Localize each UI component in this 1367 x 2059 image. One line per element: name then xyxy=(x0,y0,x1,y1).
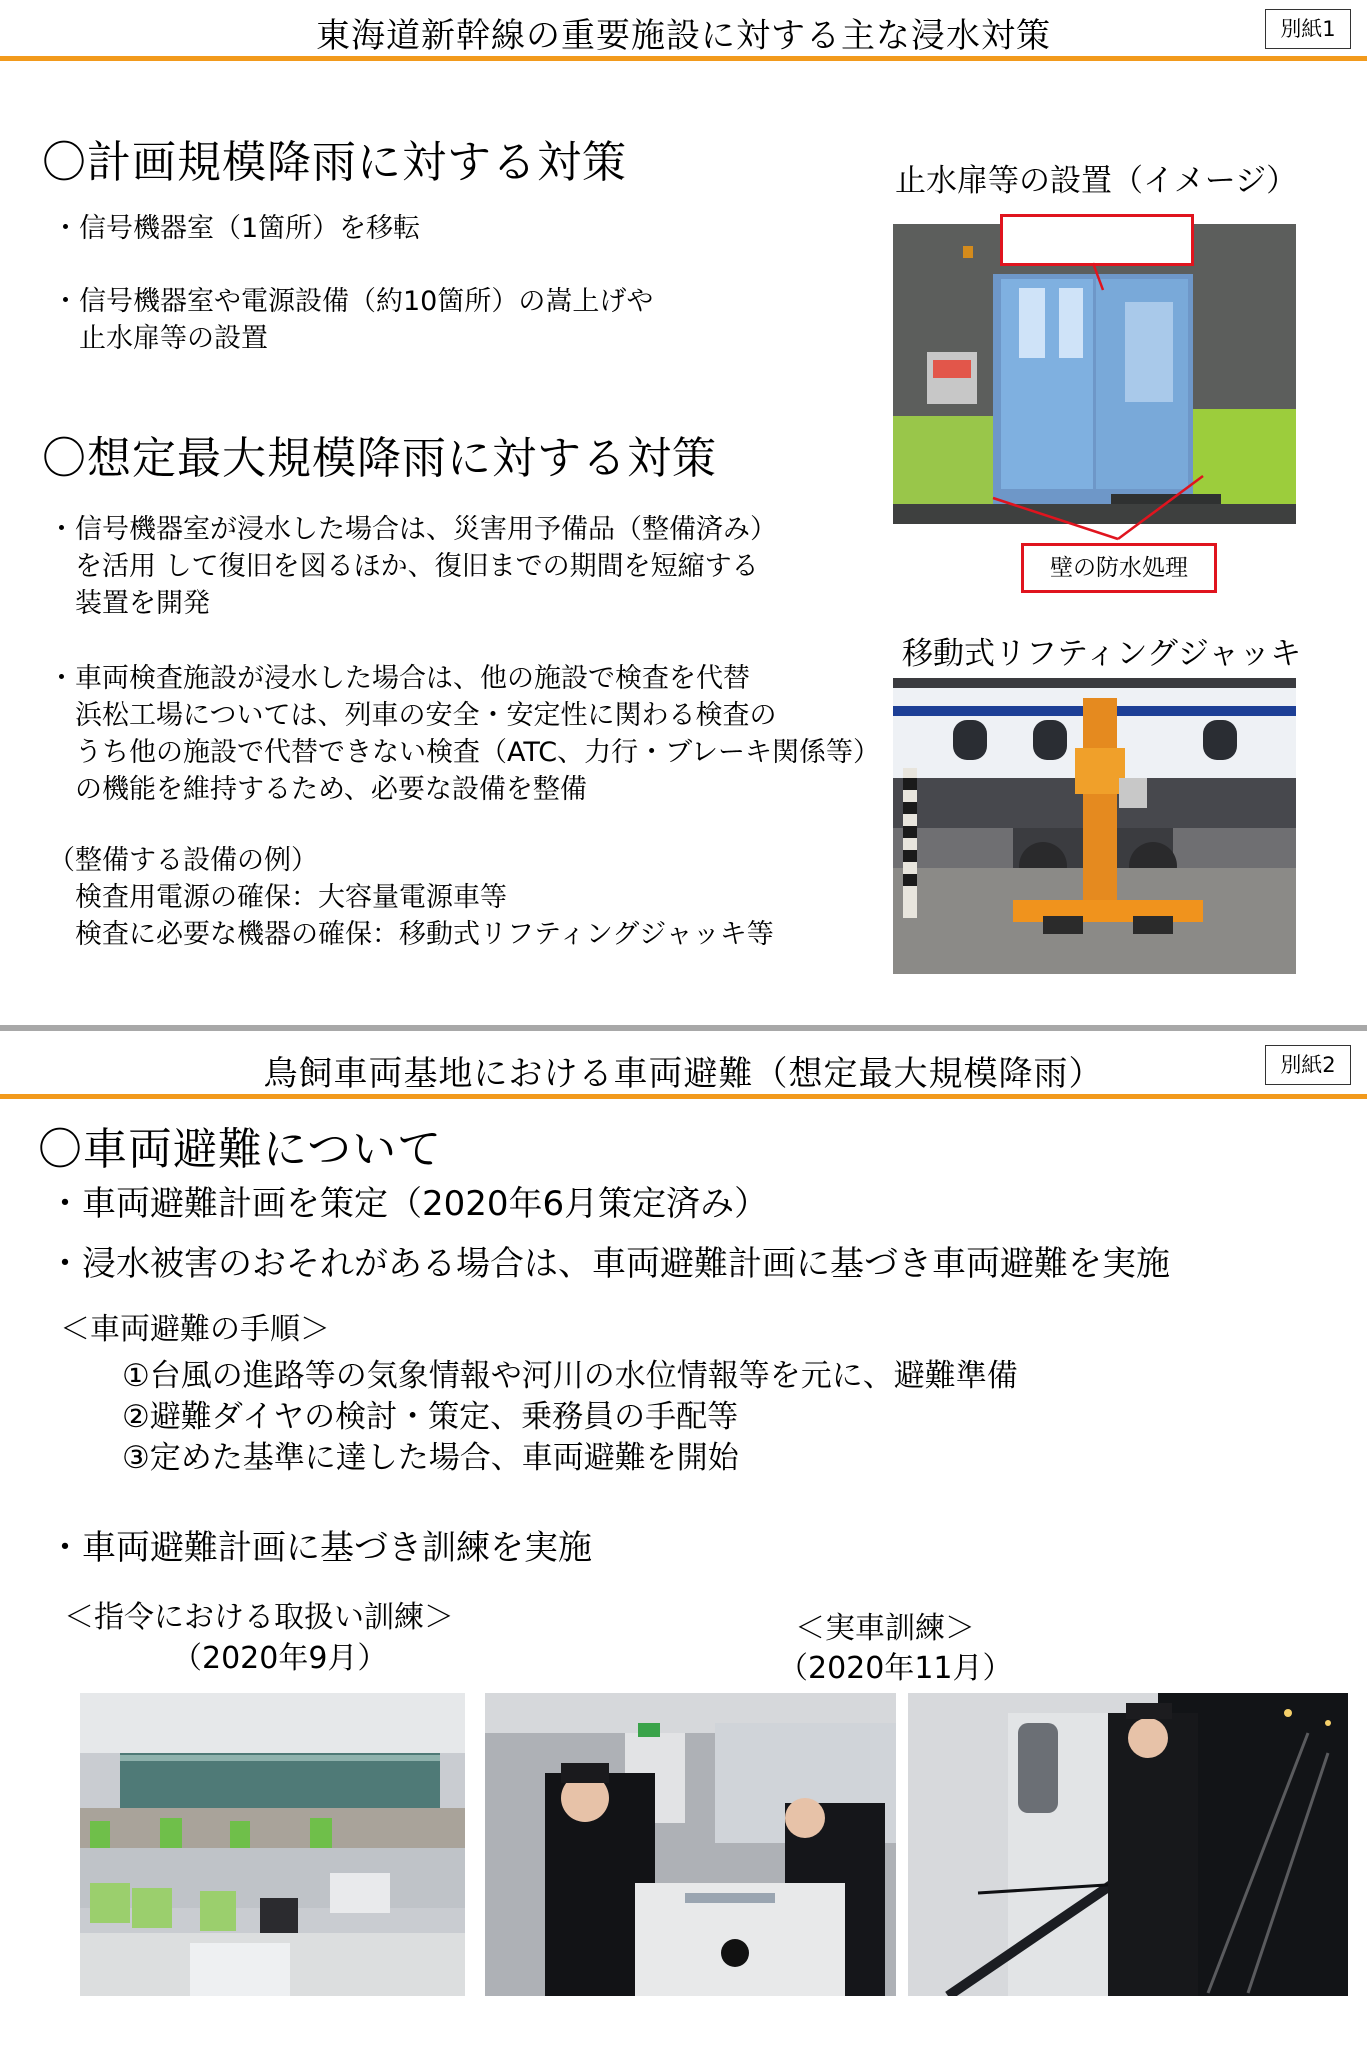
items2-line: ・信号機器室が浸水した場合は、災害用予備品（整備済み） xyxy=(48,514,777,545)
section1-rule xyxy=(0,56,1367,61)
procedure-step: ②避難ダイヤの検討・策定、乗務員の手配等 xyxy=(122,1399,739,1435)
procedure-step: ①台風の進路等の気象情報や河川の水位情報等を元に、避難準備 xyxy=(122,1358,1018,1394)
items1-line: ・信号機器室（1箇所）を移転 xyxy=(52,213,421,244)
training1-date: （2020年9月） xyxy=(172,1641,388,1676)
section-divider xyxy=(0,1025,1367,1031)
section1-title: 東海道新幹線の重要施設に対する主な浸水対策 xyxy=(316,16,1051,56)
procedure-step: ③定めた基準に達した場合、車両避難を開始 xyxy=(122,1440,739,1476)
evac-bullet: ・浸水被害のおそれがある場合は、車両避難計画に基づき車両避難を実施 xyxy=(48,1244,1170,1284)
items2-line: の機能を維持するため、必要な設備を整備 xyxy=(48,774,587,805)
heading-vehicle-evacuation: 〇車両避難について xyxy=(38,1124,443,1175)
section2-rule xyxy=(0,1094,1367,1099)
training2-title: ＜実車訓練＞ xyxy=(795,1611,975,1646)
items2-line: （整備する設備の例） xyxy=(48,845,318,876)
items2-line: 浜松工場については、列車の安全・安定性に関わる検査の xyxy=(48,700,777,731)
training-bullet: ・車両避難計画に基づき訓練を実施 xyxy=(48,1528,592,1568)
items2-block-2 xyxy=(48,842,774,953)
training2-date: （2020年11月） xyxy=(778,1651,1013,1686)
items2-line: 検査に必要な機器の確保：移動式リフティングジャッキ等 xyxy=(48,919,774,950)
callout-arrows xyxy=(893,214,1296,554)
photo1-caption: 止水扉等の設置（イメージ） xyxy=(895,163,1298,199)
items1-line: ・信号機器室や電源設備（約10箇所）の嵩上げや xyxy=(52,286,654,317)
photo2-caption: 移動式リフティングジャッキ xyxy=(902,636,1302,672)
callout-waterproof-label: 壁の防水処理 xyxy=(1021,543,1217,593)
section2-title: 鳥飼車両基地における車両避難（想定最大規模降雨） xyxy=(263,1054,1104,1094)
heading-max-rainfall: 〇想定最大規模降雨に対する対策 xyxy=(42,433,717,484)
photo-office-drill xyxy=(485,1693,896,1996)
items2-block-0 xyxy=(48,511,777,622)
procedure-title: ＜車両避難の手順＞ xyxy=(60,1312,330,1347)
items2-line: うち他の施設で代替できない検査（ATC、力行・ブレーキ関係等） xyxy=(48,737,881,768)
evac-bullet: ・車両避難計画を策定（2020年6月策定済み） xyxy=(48,1184,769,1224)
photo-control-room xyxy=(80,1693,465,1996)
items1-block-1 xyxy=(52,283,653,357)
section2-tag: 別紙2 xyxy=(1265,1045,1351,1085)
items2-block-1 xyxy=(48,660,880,808)
items2-line: を活用 して復旧を図るほか、復旧までの期間を短縮する xyxy=(48,551,759,582)
photo-lifting-jack xyxy=(893,678,1296,974)
items1-line: 止水扉等の設置 xyxy=(52,323,268,354)
items2-line: 検査用電源の確保：大容量電源車等 xyxy=(48,882,507,913)
section1-tag: 別紙1 xyxy=(1265,9,1351,49)
heading-planned-rainfall: 〇計画規模降雨に対する対策 xyxy=(42,137,627,188)
training1-title: ＜指令における取扱い訓練＞ xyxy=(64,1600,454,1635)
items2-line: ・車両検査施設が浸水した場合は、他の施設で検査を代替 xyxy=(48,663,750,694)
procedure-steps xyxy=(122,1356,1018,1479)
items1-block-0 xyxy=(52,210,420,247)
evac-bullets xyxy=(48,1174,1170,1294)
photo-train-drill xyxy=(908,1693,1348,1996)
items2-line: 装置を開発 xyxy=(48,588,210,619)
